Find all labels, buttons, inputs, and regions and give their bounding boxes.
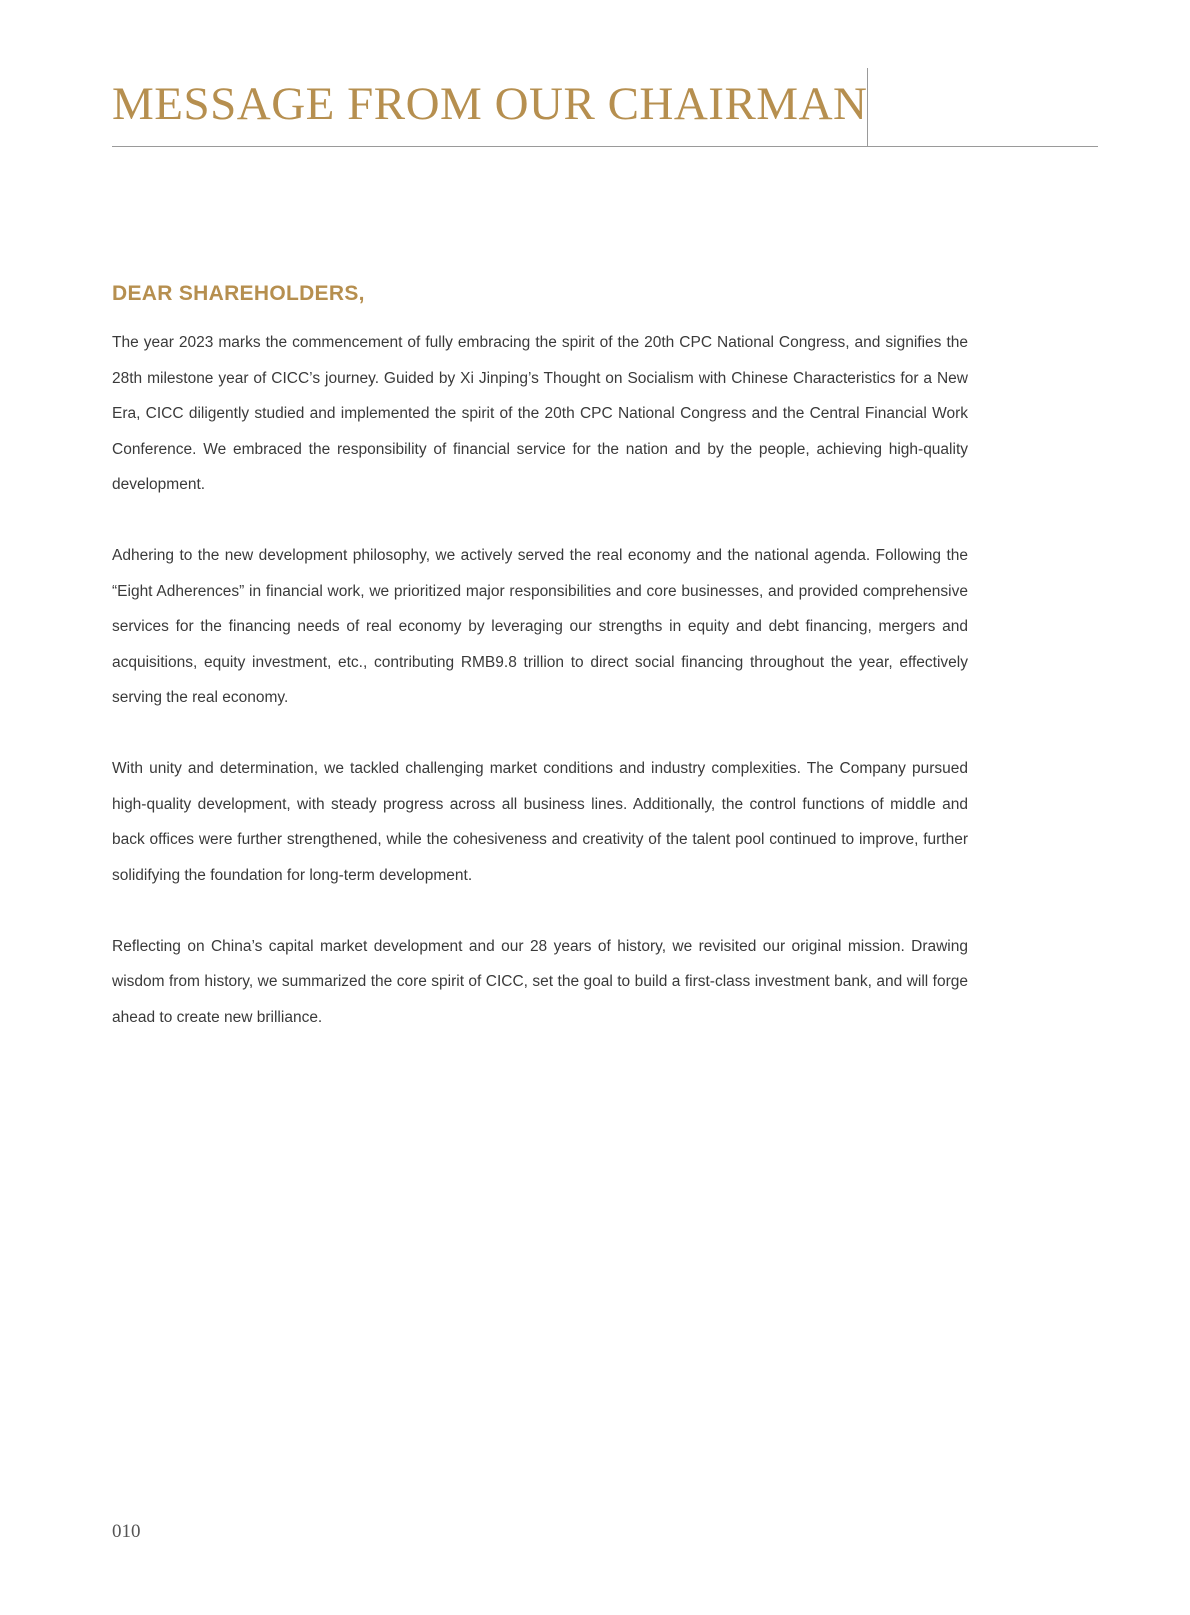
header-divider-vertical xyxy=(867,68,868,146)
paragraph-4: Reflecting on China’s capital market development and our 28 years of history, we revisited our original mission. Drawing wisdom from history, we summarized the core spirit of CICC, set the goal to build a first-class investment bank, and will forge ahead to create new brilliance. xyxy=(112,937,968,1026)
header-rule xyxy=(112,146,1098,147)
salutation: DEAR SHAREHOLDERS, xyxy=(112,282,365,305)
paragraph-3: With unity and determination, we tackled challenging market conditions and industry complexities. The Company pursued high-quality development, with steady progress across all business lines. Additionally, the control functions of middle and back offices were further strengthened, while the cohesiveness and creativity of the talent pool continued to improve, further solidifying the foundation for long-term development. xyxy=(112,760,968,884)
paragraph-1: The year 2023 marks the commencement of fully embracing the spirit of the 20th CPC National Congress, and signifies the 28th milestone year of CICC’s journey. Guided by Xi Jinping’s Thought on Socialism with Chinese Characteristics for a New Era, CICC diligently studied and implemented the spirit of the 20th CPC National Congress and the Central Financial Work Conference. We embraced the responsibility of financial service for the nation and by the people, achieving high-quality development. xyxy=(112,334,968,493)
page-title: MESSAGE FROM OUR CHAIRMAN xyxy=(112,78,868,130)
letter-body xyxy=(112,325,968,1071)
paragraph-2: Adhering to the new development philosophy, we actively served the real economy and the national agenda. Following the “Eight Adherences” in financial work, we prioritized major responsibilities and core businesses, and provided comprehensive services for the financing needs of real economy by leveraging our strengths in equity and debt financing, mergers and acquisitions, equity investment, etc., contributing RMB9.8 trillion to direct social financing throughout the year, effectively serving the real economy. xyxy=(112,547,968,706)
page-number: 010 xyxy=(112,1521,141,1542)
